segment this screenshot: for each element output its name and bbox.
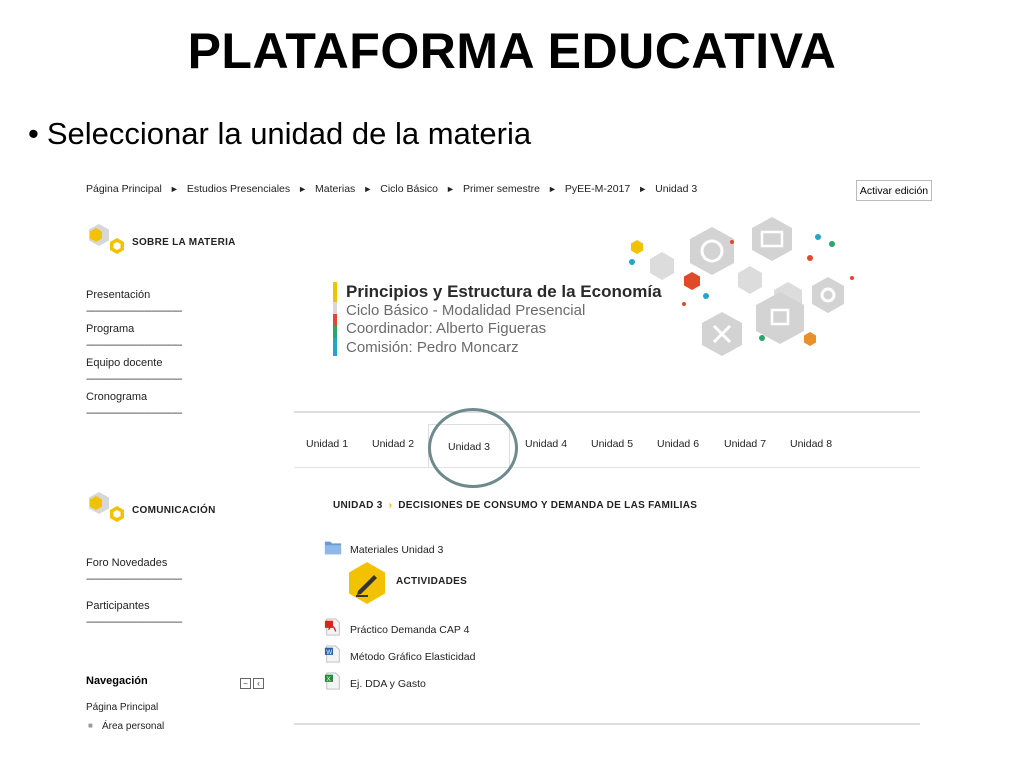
sidebar-divider: ----------------------------------------- <box>86 340 182 351</box>
breadcrumb-separator: ► <box>638 184 648 194</box>
nav-home-link[interactable]: Página Principal <box>86 702 159 713</box>
sidebar-link-foro-novedades[interactable]: Foro Novedades <box>86 557 168 569</box>
bullet-text: Seleccionar la unidad de la materia <box>46 116 532 151</box>
breadcrumb-separator: ► <box>446 184 455 194</box>
bullet-dot: • <box>28 116 39 151</box>
banner-divider <box>294 411 920 413</box>
activities-badge <box>344 560 390 611</box>
folder-icon <box>324 538 342 556</box>
collapse-icon[interactable]: − <box>240 678 251 689</box>
content-bottom-divider <box>294 723 920 725</box>
course-coordinator: Coordinador: Alberto Figueras <box>346 320 547 337</box>
word-icon <box>324 645 342 663</box>
nav-bullet-icon: ■ <box>88 721 93 730</box>
tab-unidad-4[interactable]: Unidad 4 <box>525 438 568 450</box>
breadcrumb-separator: ► <box>298 184 308 194</box>
unit-tabs <box>294 424 920 468</box>
nav-area-personal-link[interactable]: Área personal <box>102 721 165 732</box>
about-block-header <box>86 222 236 262</box>
sidebar-link-programa[interactable]: Programa <box>86 323 135 335</box>
slide-bullet <box>28 116 531 152</box>
unit-separator: › <box>388 500 393 511</box>
resource-file-label: Ej. DDA y Gasto <box>350 678 426 690</box>
communication-block-title: COMUNICACIÓN <box>132 504 216 516</box>
pdf-icon <box>324 618 342 636</box>
communication-block-header <box>86 490 216 530</box>
about-block-title: SOBRE LA MATERIA <box>132 236 236 248</box>
highlight-circle <box>428 408 518 488</box>
course-commission: Comisión: Pedro Moncarz <box>346 339 519 356</box>
banner-bar-gray <box>333 302 337 314</box>
tab-unidad-8[interactable]: Unidad 8 <box>790 438 833 450</box>
banner-hexagon-graphic <box>622 212 858 362</box>
activate-editing-button[interactable]: Activar edición <box>856 180 932 201</box>
breadcrumb-semestre[interactable]: Primer semestre <box>462 183 540 195</box>
breadcrumb-ciclo[interactable]: Ciclo Básico <box>380 183 439 195</box>
breadcrumb <box>86 183 697 195</box>
sidebar-divider: ----------------------------------------- <box>86 374 182 385</box>
unit-label: UNIDAD 3 <box>333 500 383 511</box>
tab-unidad-1[interactable]: Unidad 1 <box>306 438 349 450</box>
banner-bar-red <box>333 314 337 326</box>
sidebar-divider: ----------------------------------------- <box>86 617 182 628</box>
dock-icon[interactable]: ‹ <box>253 678 264 689</box>
resource-file-label: Práctico Demanda CAP 4 <box>350 624 470 636</box>
excel-icon <box>324 672 342 690</box>
breadcrumb-separator: ► <box>169 184 179 194</box>
breadcrumb-estudios[interactable]: Estudios Presenciales <box>186 183 291 195</box>
unit-heading <box>333 500 697 511</box>
hexagon-logo-icon <box>86 222 126 262</box>
tab-unidad-7[interactable]: Unidad 7 <box>724 438 767 450</box>
slide-title: PLATAFORMA EDUCATIVA <box>187 23 837 79</box>
resource-file-label: Método Gráfico Elasticidad <box>350 651 476 663</box>
breadcrumb-materias[interactable]: Materias <box>315 183 356 195</box>
sidebar-divider: ----------------------------------------- <box>86 306 182 317</box>
tabs-divider <box>294 467 920 468</box>
sidebar-divider: ----------------------------------------- <box>86 408 182 419</box>
breadcrumb-course[interactable]: PyEE-M-2017 <box>564 183 631 195</box>
sidebar-link-cronograma[interactable]: Cronograma <box>86 391 148 403</box>
tab-unidad-5[interactable]: Unidad 5 <box>591 438 634 450</box>
banner-bar-blue <box>333 338 337 356</box>
sidebar-divider: ----------------------------------------- <box>86 574 182 585</box>
navigation-block-controls <box>240 678 264 689</box>
navigation-block-title: Navegación <box>86 675 148 687</box>
sidebar-link-equipo-docente[interactable]: Equipo docente <box>86 357 163 369</box>
resource-folder-label: Materiales Unidad 3 <box>350 544 444 556</box>
banner-bar-yellow <box>333 282 337 302</box>
course-title: Principios y Estructura de la Economía <box>346 282 662 301</box>
breadcrumb-separator: ► <box>363 184 373 194</box>
activities-title: ACTIVIDADES <box>396 576 468 587</box>
resource-file[interactable] <box>324 617 469 636</box>
pencil-hexagon-icon <box>344 560 390 606</box>
resource-file[interactable] <box>324 671 426 690</box>
tab-unidad-3[interactable]: Unidad 3 <box>428 424 510 468</box>
hexagon-logo-icon <box>86 490 126 530</box>
sidebar-link-presentacion[interactable]: Presentación <box>86 289 151 301</box>
course-modality: Ciclo Básico - Modalidad Presencial <box>346 302 586 319</box>
breadcrumb-current: Unidad 3 <box>655 183 698 195</box>
breadcrumb-separator: ► <box>547 184 557 194</box>
tab-unidad-6[interactable]: Unidad 6 <box>657 438 700 450</box>
sidebar-link-participantes[interactable]: Participantes <box>86 600 150 612</box>
svg-text:X: X <box>326 675 331 683</box>
unit-title: DECISIONES DE CONSUMO Y DEMANDA DE LAS FAMILIAS <box>398 500 698 511</box>
svg-text:W: W <box>326 648 333 656</box>
banner-bar-green <box>333 326 337 338</box>
resource-folder[interactable] <box>324 538 443 556</box>
tab-unidad-2[interactable]: Unidad 2 <box>372 438 415 450</box>
breadcrumb-home[interactable]: Página Principal <box>86 183 162 195</box>
resource-file[interactable] <box>324 644 475 663</box>
